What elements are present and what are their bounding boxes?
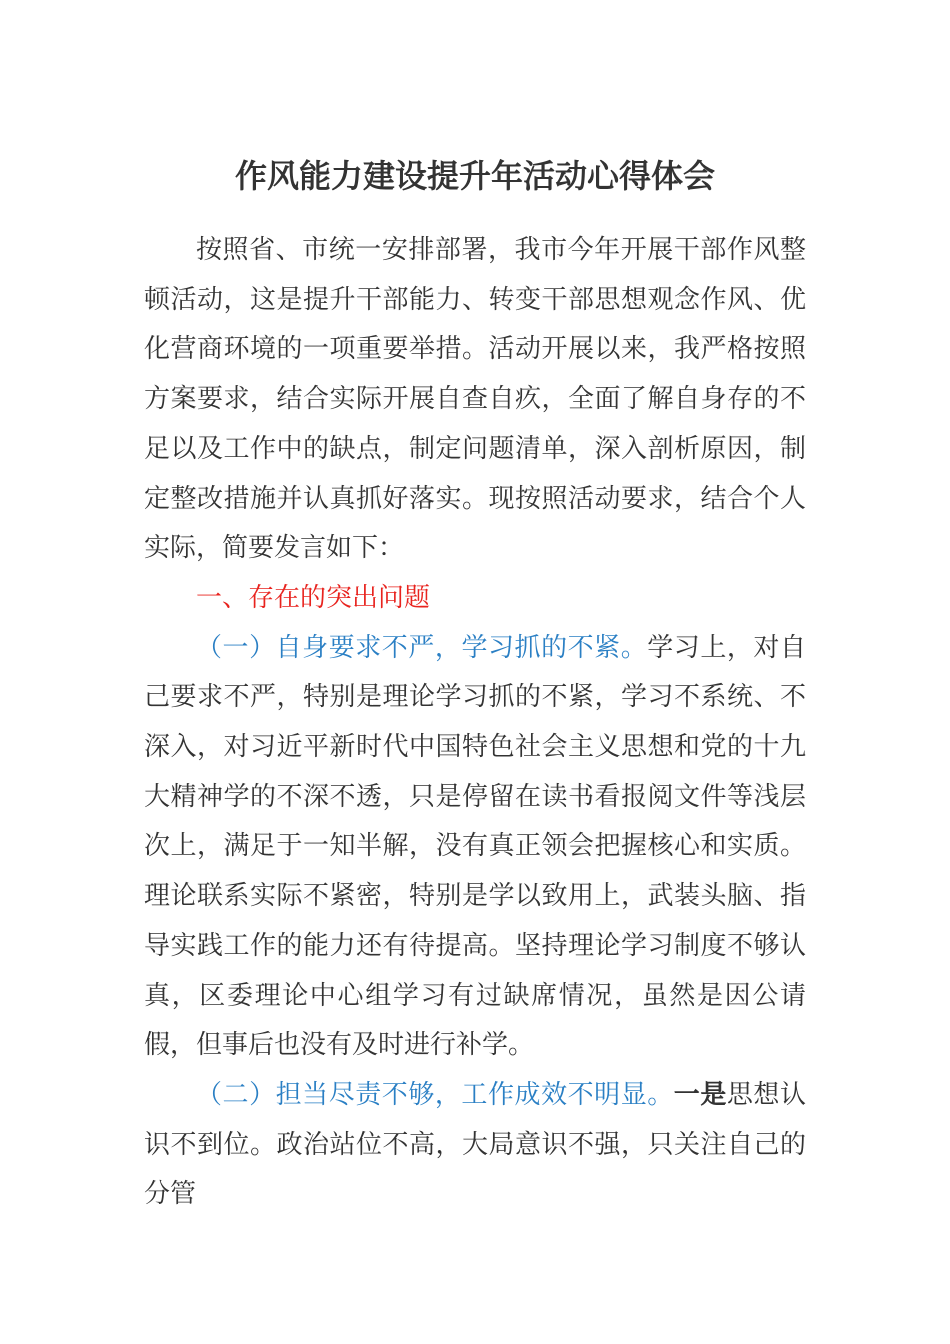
section-heading-problems: 一、存在的突出问题 [196,582,431,613]
item2-paragraph [144,1071,806,1220]
document-body [144,226,806,1220]
item2-heading: （二）担当尽责不够，工作成效不明显。 [196,1079,674,1110]
item2-text: 思想认识不到位。政治站位不高，大局意识不强，只关注自己的分管 [144,1079,806,1210]
intro-paragraph: 按照省、市统一安排部署，我市今年开展干部作风整顿活动，这是提升干部能力、转变干部思想观念作风、优化营商环境的一项重要举措。活动开展以来，我严格按照方案要求，结合实际开展自查自疚，全面了解自身存的不足以及工作中的缺点，制定问题清单，深入剖析原因，制定整改措施并认真抓好落实。现按照活动要求，结合个人实际，简要发言如下： [144,235,806,564]
item1-heading: （一）自身要求不严，学习抓的不紧。 [196,632,648,663]
item2-bold-lead: 一是 [673,1079,727,1110]
document-title: 作风能力建设提升年活动心得体会 [234,157,715,195]
item1-text: 学习上，对自己要求不严，特别是理论学习抓的不紧，学习不系统、不深入，对习近平新时代中国特色社会主义思想和党的十九大精神学的不深不透，只是停留在读书看报阅文件等浅层次上，满足于一知半解，没有真正领会把握核心和实质。理论联系实际不紧密，特别是学以致用上，武装头脑、指导实践工作的能力还有待提高。坚持理论学习制度不够认真，区委理论中心组学习有过缺席情况，虽然是因公请假，但事后也没有及时进行补学。 [144,632,806,1061]
item1-paragraph [144,624,806,1071]
